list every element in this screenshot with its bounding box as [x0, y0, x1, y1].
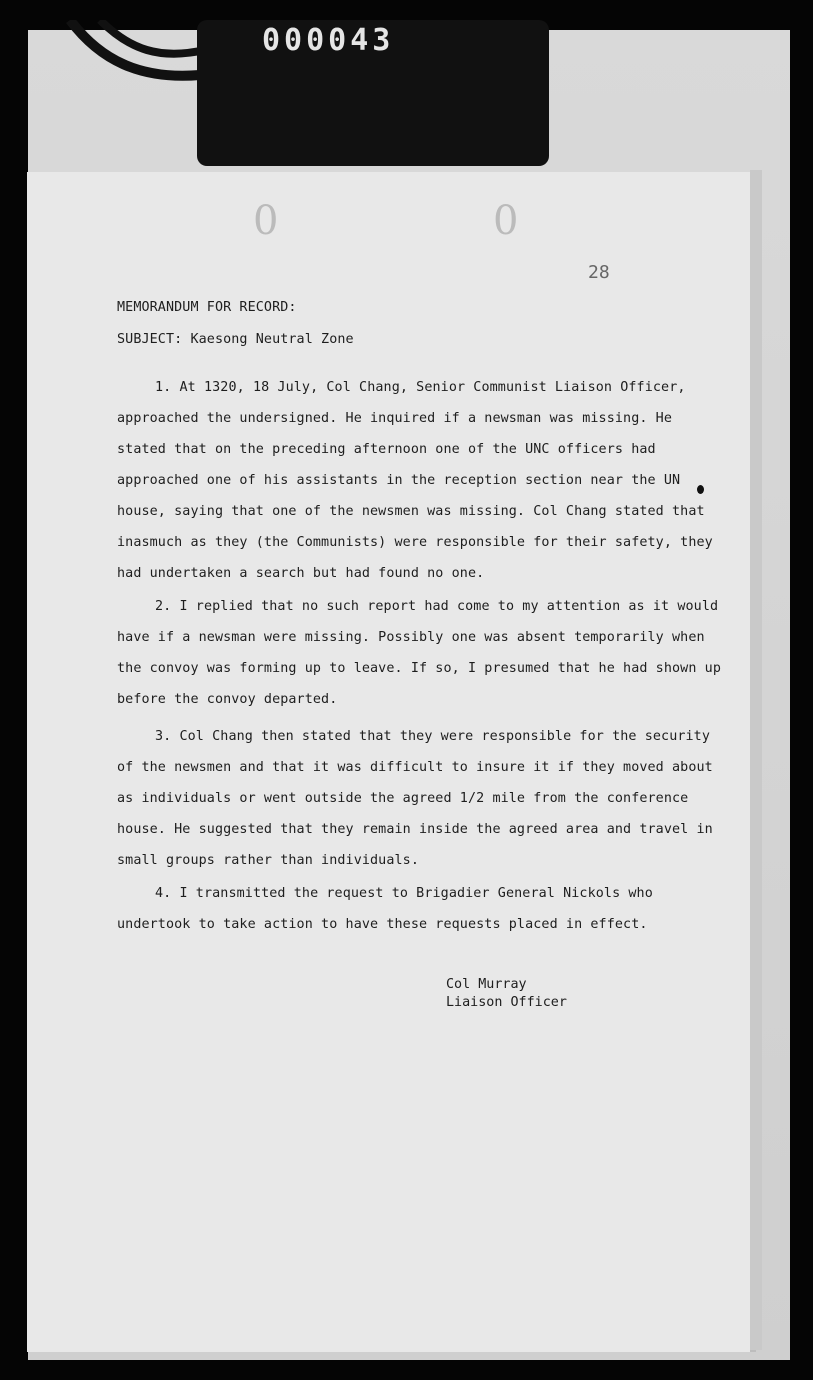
- punch-hole-right: 0: [493, 198, 519, 244]
- memo-body: [117, 298, 727, 940]
- page-edge: [750, 170, 762, 1350]
- frame-counter-digits: 000043: [262, 23, 395, 58]
- ink-spot: [697, 485, 704, 494]
- page-number: 28: [588, 262, 610, 283]
- memo-heading: MEMORANDUM FOR RECORD:: [117, 300, 297, 315]
- paragraph-1: 1. At 1320, 18 July, Col Chang, Senior Communist Liaison Officer, approached the undersigned. He inquired if a newsman was missing. He stated that on the preceding afternoon one of the UNC officers had approached one of his assistants in the reception section near the UN house, saying that one of the newsmen was missing. Col Chang stated that inasmuch as they (the Communists) were responsible for their safety, they had undertaken a search but had found no one.: [117, 380, 713, 581]
- paragraph-4: 4. I transmitted the request to Brigadier General Nickols who undertook to take action to have these requests placed in effect.: [117, 886, 653, 932]
- punch-hole-left: 0: [253, 198, 279, 244]
- signature-name: Col Murray: [446, 977, 527, 992]
- signature-title: Liaison Officer: [446, 995, 567, 1010]
- signature-block: [446, 976, 567, 1012]
- memo-subject: SUBJECT: Kaesong Neutral Zone: [117, 332, 354, 347]
- paragraph-2: 2. I replied that no such report had come to my attention as it would have if a newsman were missing. Possibly one was absent temporarily when the convoy was forming up to leave. If so, I presumed that he had shown up before the convoy departed.: [117, 599, 721, 707]
- counter-cable: [40, 20, 210, 110]
- paragraph-3: 3. Col Chang then stated that they were responsible for the security of the newsmen and that it was difficult to insure it if they moved about as individuals or went outside the agreed 1/2 mile from the conference house. He suggested that they remain inside the agreed area and travel in small groups rather than individuals.: [117, 729, 713, 868]
